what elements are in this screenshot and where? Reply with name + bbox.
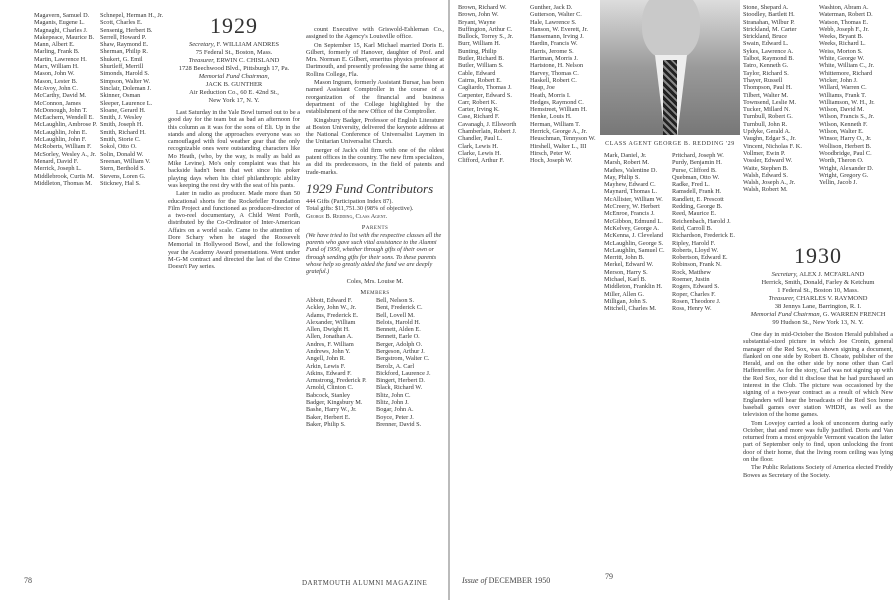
name-entry: Makepeace, Maurice B.	[34, 33, 95, 41]
name-entry: Weeks, Richard L.	[819, 40, 866, 48]
name-entry: Herman, William T.	[530, 120, 581, 128]
name-entry: Stevens, Loren G.	[100, 172, 146, 180]
address: New York 17, N. Y.	[208, 97, 260, 104]
photo-caption: CLASS AGENT GEORGE B. REDDING '29	[605, 141, 735, 147]
name-entry: Arkin, Lewis F.	[306, 362, 346, 370]
name-entry: Smith, Storie C.	[100, 136, 141, 144]
name-entry: Hansemann, Irving J.	[530, 33, 584, 41]
name-entry: Baker, Herbert E.	[306, 413, 351, 421]
name-column	[819, 4, 893, 240]
name-entry: Scott, Charles E.	[100, 19, 143, 27]
name-entry: Bickford, Laurence J.	[376, 369, 431, 377]
name-entry: Babcock, Stanley	[306, 391, 351, 399]
name-entry: Rock, Matthew	[672, 268, 711, 276]
paragraph: Last Saturday in the Yale Bowl turned out to be a good day for the team but as bad an afternoon for this column as it was for the sons of Eli. Up in the stands and along the approaches everyone was so camouflaged with foul weather gear that the only recognizable ones were outstanding characters like Mo Heath, (who, by the way, is really as bald as Mike Levine). Mo's only complaint was that his backside hadn't been that wet since his poker playing days when his chief philanthropic ability was keeping the rest dry with the seat of his pants.	[168, 109, 300, 189]
page-number-right: 79	[605, 572, 613, 581]
name-entry: Cagliardo, Thomas J.	[458, 84, 512, 92]
name-entry: Purse, Clifford B.	[672, 166, 717, 174]
name-entry: Vollmer, Ewin P.	[743, 149, 786, 157]
name-entry: Mann, Albert E.	[34, 41, 75, 49]
name-entry: Bergeson, Arthur J.	[376, 347, 425, 355]
name-entry: Martin, Lawrence H.	[34, 55, 87, 63]
firm: Herrick, Smith, Donald, Farley & Ketchum	[761, 279, 875, 286]
paragraph: Kingsbury Badger, Professor of English Literature at Boston University, delivered the keynote address at the National Conference of Universalist Laymen in the Unitarian Universalist Church.	[306, 116, 444, 146]
page-gutter	[448, 0, 450, 600]
name-entry: Bogar, John A.	[376, 406, 414, 414]
page-number-left: 78	[24, 576, 32, 585]
name-entry: Andrews, John Y.	[306, 347, 351, 355]
name-entry: Heap, Joe	[530, 84, 555, 92]
name-entry: Weeks, Bryant B.	[819, 33, 864, 41]
name-entry: Bent, Frederick C.	[376, 304, 423, 312]
name-entry: Angell, John R.	[306, 355, 346, 363]
name-entry: Robinson, Frank N.	[672, 261, 722, 269]
name-entry: Hartstone, H. Nelson	[530, 62, 584, 70]
name-entry: Wilson, Francis S., Jr.	[819, 113, 875, 121]
name-entry: McLaughlin, John F.	[34, 136, 87, 144]
name-entry: McGibbon, Edmund L.	[604, 217, 663, 225]
name-entry: Mason, John W.	[34, 70, 75, 78]
name-entry: Vincent, Nicholas F. K.	[743, 142, 802, 150]
fund-total: Total gifts: $11,751.30 (98% of objective).	[306, 205, 414, 213]
name-entry: Mitchell, Charles M.	[604, 305, 657, 313]
name-entry: Reed, Maurice E.	[672, 210, 717, 218]
name-entry: Bunting, Philip	[458, 47, 497, 55]
label: Treasurer,	[768, 295, 795, 302]
name-entry: Allen, Jonathan A.	[306, 333, 353, 341]
secretary-name: F. WILLIAM ANDRES	[216, 41, 279, 48]
paragraph: The Public Relations Society of America elected Freddy Bowes as Secretary of the Society.	[743, 464, 893, 479]
address: 38 Jennys Lane, Barrington, R. I.	[774, 303, 862, 310]
name-entry: Stoodley, Bartlett H.	[743, 11, 795, 19]
name-entry: Cavanagh, J. Ellsworth	[458, 120, 517, 128]
name-entry: Brown, John W.	[458, 11, 499, 19]
name-entry: Bashe, Harry W., Jr.	[306, 406, 357, 414]
name-entry: Mayhew, Edward C.	[604, 181, 656, 189]
name-entry: Williams, Frank T.	[819, 91, 867, 99]
name-entry: Swain, Edward L.	[743, 40, 789, 48]
parents-note: (We have tried to list with the respective classes all the parents who gave such vital assistance to the Alumni Fund of 1950, whether through gifts of their own or through sending gifts for their sons. To these parents whose help so greatly aided the fund we are deeply grateful.)	[306, 231, 442, 276]
name-column	[458, 4, 528, 559]
name-entry: Abbott, Edward F.	[306, 296, 353, 304]
column-4	[306, 26, 444, 566]
name-entry: Hirsch, Peter W.	[530, 149, 572, 157]
name-entry: Turnbull, Robert G.	[743, 113, 793, 121]
name-entry: Sokol, Otto O.	[100, 143, 137, 151]
name-entry: Baker, Philip S.	[306, 420, 346, 428]
name-entry: Schnepel, Herman H., Jr.	[100, 12, 164, 19]
label: Secretary,	[189, 41, 215, 48]
name-entry: Woodbridge, Paul C.	[819, 149, 872, 157]
name-entry: McAvoy, John C.	[34, 84, 78, 92]
name-column	[34, 12, 98, 552]
class-year-heading: 1929	[210, 14, 258, 38]
name-entry: May, Philip S.	[604, 173, 640, 181]
name-entry: Ripley, Harold F.	[672, 239, 716, 247]
name-entry: Strickland, Bruce	[743, 33, 788, 41]
name-entry: Adams, Frederick E.	[306, 311, 359, 319]
name-entry: White, George W.	[819, 55, 865, 63]
label: Memorial Fund Chairman,	[750, 311, 822, 318]
name-entry: Vaughn, Edgar S., Jr.	[743, 135, 796, 143]
name-entry: Pritchard, Joseph W.	[672, 152, 724, 159]
name-entry: Herrick, George A., Jr.	[530, 128, 588, 136]
name-entry: Worth, Theron O.	[819, 157, 864, 165]
name-entry: Reid, Carroll B.	[672, 224, 713, 232]
name-entry: Weiss, Morton S.	[819, 47, 863, 55]
name-entry: Roberts, Lloyd W.	[672, 246, 719, 254]
photo-tie	[663, 60, 677, 135]
name-column	[530, 4, 598, 559]
name-entry: Menard, David F.	[34, 157, 79, 165]
name-entry: Shukert, G. Emil	[100, 55, 143, 63]
name-entry: Cairns, Robert E.	[458, 76, 502, 84]
name-entry: Ramsdell, Frank H.	[672, 188, 722, 196]
name-entry: Stickney, Hal S.	[100, 179, 141, 187]
name-entry: Updyke, Gerald A.	[743, 128, 791, 136]
name-entry: Radke, Fred L.	[672, 181, 710, 189]
name-entry: Ackley, John W., Jr.	[306, 304, 357, 312]
name-entry: Alexander, William	[306, 318, 356, 326]
name-entry: Walsh, Joseph A., Jr.	[743, 179, 796, 187]
fund-gifts: 444 Gifts (Participation Index 87).	[306, 197, 393, 205]
name-entry: Miller, Allen G.	[604, 290, 644, 298]
members-column	[376, 297, 444, 428]
name-entry: Quebman, Otto W.	[672, 173, 720, 181]
address: 1 Federal St., Boston 10, Mass.	[777, 287, 859, 294]
name-entry: Michael, Karl B.	[604, 276, 647, 284]
name-entry: Bingert, Herbert D.	[376, 377, 425, 385]
name-entry: Merrick, Joseph L.	[34, 165, 82, 173]
name-entry: Gunther, Jack D.	[530, 4, 573, 11]
name-entry: Cable, Edward	[458, 69, 496, 77]
running-title-prefix: Issue of	[462, 576, 487, 585]
name-column	[100, 12, 164, 552]
paragraph: One day in mid-October the Boston Herald published a substantial-sized picture in which Joe Cronin, general manager of the Red Sox, was shown signing a document, flanked on one side by Robert B. Choate, publisher of the Herald, and on the other side by none other than Carl Haffenreffer. As for the story, Carl was not signing up with the Red Sox, nor did it disclose that he had purchased an interest in the Club. The picture was occasioned by the signing of a two-year contract as a result of which New Englanders will hear the broadcasts of the Red Sox home baseball games over station WHDH, as well as the television of the home games.	[743, 331, 893, 419]
name-entry: Clarke, Lewis H.	[458, 149, 502, 157]
name-columns-right	[743, 4, 893, 240]
name-entry: Simonds, Harold S.	[100, 70, 150, 78]
name-entry: Rogers, Edward S.	[672, 283, 720, 291]
name-entry: Sloane, Gerard H.	[100, 106, 146, 114]
name-entry: Ross, Henry W.	[672, 305, 712, 313]
name-entry: Middleton, Franklin H.	[604, 283, 663, 291]
name-entry: McSorley, Wesley A., Jr.	[34, 150, 97, 158]
name-entry: Blitz, John J.	[376, 399, 409, 407]
class-agent-photo	[600, 0, 740, 135]
name-entry: Williamson, W. H., Jr.	[819, 98, 875, 106]
name-entry: Waterman, Robert D.	[819, 11, 873, 19]
name-entry: Robertson, Edward E.	[672, 254, 728, 262]
name-entry: Gutterson, Walter C.	[530, 11, 582, 19]
name-entry: McDonough, John T.	[34, 106, 88, 114]
name-entry: Marsh, Robert M.	[604, 159, 650, 167]
name-entry: Yellin, Jacob J.	[819, 179, 858, 187]
name-entry: Brenner, David S.	[376, 420, 422, 428]
name-entry: Bell, Lovell M.	[376, 311, 415, 319]
name-entry: Thayer, Russell	[743, 76, 783, 84]
name-entry: Clark, Lewis H.	[458, 142, 499, 150]
name-entry: Roemer, Justin	[672, 276, 710, 284]
parents-heading: Parents	[361, 223, 389, 231]
name-entry: Skinner, Osman	[100, 92, 141, 100]
name-entry: Merson, Harry S.	[604, 268, 648, 276]
name-entry: Arnold, Clinton C.	[306, 384, 354, 392]
name-entry: Boyce, Peter J.	[376, 413, 414, 421]
name-entry: Bullock, Torrey S., Jr.	[458, 33, 514, 41]
name-column	[672, 152, 740, 562]
name-entry: Washton, Abram A.	[819, 4, 869, 11]
name-entry: Bell, Nelson S.	[376, 296, 415, 304]
name-entry: White, William C., Jr.	[819, 62, 875, 70]
fund-chair-name: JACK B. GUNTHER	[205, 81, 263, 88]
name-entry: Burr, William H.	[458, 40, 501, 48]
fund-chair-name: G. WARREN FRENCH	[822, 311, 886, 318]
name-entry: Serrell, Howard P.	[100, 33, 147, 41]
name-entry: Talbot, Raymond B.	[743, 55, 794, 63]
name-entry: McConnon, James	[34, 99, 81, 107]
name-entry: Tatro, Kenneth G.	[743, 62, 789, 70]
name-entry: McCreery, W. Herbert	[604, 203, 660, 211]
label: Treasurer,	[188, 57, 215, 64]
name-entry: Townsend, Leslie M.	[743, 98, 797, 106]
name-entry: Smith, J. Wesley	[100, 114, 143, 122]
name-entry: Wilson, Kenneth F.	[819, 120, 868, 128]
name-entry: McKenna, J. Cleveland	[604, 232, 664, 240]
fund-contributors-heading: 1929 Fund Contributors	[306, 180, 434, 196]
name-entry: Willard, Warren C.	[819, 84, 867, 92]
name-entry: Brown, Richard W.	[458, 4, 507, 11]
name-entry: Hartman, Morris J.	[530, 55, 578, 63]
name-entry: Vossler, Edward W.	[743, 157, 793, 165]
name-entry: Chandler, Paul L.	[458, 135, 503, 143]
name-entry: Redding, George B.	[672, 203, 723, 211]
name-entry: Maganis, Eugene L.	[34, 19, 85, 27]
name-entry: Sykes, Lawrence A.	[743, 47, 794, 55]
name-entry: Andres, F. William	[306, 340, 354, 348]
class-1929-column	[168, 14, 300, 559]
name-entry: Wollison, Herbert B.	[819, 142, 872, 150]
name-entry: Wilson, Walter E.	[819, 128, 864, 136]
treasurer-name: CHARLES V. RAYMOND	[796, 295, 868, 302]
members-column	[306, 297, 374, 428]
name-entry: Belois, Harold H.	[376, 318, 421, 326]
name-entry: Bennett, Earle O.	[376, 333, 420, 341]
name-entry: Thompson, Paul H.	[743, 84, 792, 92]
name-entry: Blitz, John C.	[376, 391, 411, 399]
address: Air Reduction Co., 60 E. 42nd St.,	[189, 89, 279, 96]
name-entry: Richardson, Frederick E.	[672, 232, 735, 240]
name-entry: Harris, Jerome S.	[530, 47, 574, 55]
paragraph: On September 15, Karl Michael married Doris E. Gilbert, formerly of Hanover, daughter of Prof. and Mrs. Norman E. Gilbert, emeritus physics professor at Dartmouth, and presently professing the same thing at Rollins College, Fla.	[306, 41, 444, 78]
name-entry: McEachern, Wendell E.	[34, 114, 94, 122]
paragraph: count Executive with Griswold-Eshleman Co., assigned to the Agency's Louisville office.	[306, 26, 444, 41]
name-entry: Randlett, E. Prescott	[672, 195, 724, 203]
name-entry: McRoberts, William F.	[34, 143, 92, 151]
name-entry: McKelvey, George A.	[604, 224, 660, 232]
name-entry: Mason, Lester B.	[34, 77, 78, 85]
name-entry: Hoch, Joseph W.	[530, 157, 573, 165]
name-entry: Watson, Thomas E.	[819, 18, 869, 26]
address: 75 Federal St., Boston, Mass.	[195, 49, 273, 56]
treasurer-name: ERWIN C. CHISLAND	[216, 57, 280, 64]
name-entry: Case, Richard F.	[458, 113, 500, 121]
name-entry: Merkel, Edward W.	[604, 261, 654, 269]
name-entry: Wright, Alexander D.	[819, 164, 874, 172]
name-entry: Harvey, Thomas C.	[530, 69, 579, 77]
class-year-heading: 1930	[794, 244, 842, 268]
name-entry: Simpson, Walter W.	[100, 77, 151, 85]
name-entry: Reichenbach, Harold J.	[672, 217, 731, 225]
paragraph: Mason Ingram, formerly Assistant Bursar, has been named Assistant Comptroller in the course of a reorganization of the financial and business department of the College highlighted by the establishment of the new Office of the Comptroller.	[306, 79, 444, 116]
class-agent: George B. Redding, Class Agent.	[306, 212, 388, 220]
parent-name: Coles, Mrs. Louise M.	[346, 277, 404, 285]
name-entry: Smith, Joseph H.	[100, 121, 144, 129]
name-entry: Smith, Richard H.	[100, 128, 146, 136]
name-entry: Henke, Louis H.	[530, 113, 572, 121]
paragraph: merger of Jack's old firm with one of the oldest patent offices in the country. The new firm specializes, as did its predecessors, in the field of patents and trade-marks.	[306, 146, 444, 176]
name-entry: Allen, Dwight H.	[306, 326, 350, 334]
name-entry: McLaughlin, George S.	[604, 239, 664, 247]
name-entry: McAllister, William W.	[604, 195, 663, 203]
name-entry: Hanson, W. Everett, Jr.	[530, 25, 588, 33]
label: Secretary,	[771, 271, 798, 278]
name-entry: Middlebrook, Curtis M.	[34, 172, 95, 180]
name-entry: Sensenig, Herbert B.	[100, 26, 153, 34]
name-entry: Hemstreet, William H.	[530, 106, 587, 114]
name-entry: Roper, Charles F.	[672, 290, 716, 298]
name-entry: Shaw, Raymond E.	[100, 41, 149, 49]
name-entry: Butler, Richard B.	[458, 55, 504, 63]
name-entry: Sinclair, Doleman J.	[100, 84, 152, 92]
name-entry: Armstrong, Frederick P.	[306, 377, 367, 385]
name-entry: Waite, Stephen B.	[743, 164, 789, 172]
name-entry: Carter, Irving K.	[458, 106, 500, 114]
name-entry: Carr, Robert K.	[458, 98, 497, 106]
name-entry: McCarthy, David M.	[34, 92, 87, 100]
name-entry: Wicker, John J.	[819, 76, 858, 84]
members-heading: Members	[360, 288, 390, 296]
name-entry: Walsh, Edward S.	[743, 171, 788, 179]
name-entry: Hirshell, Walter L., III	[530, 142, 587, 150]
name-entry: Mark, Daniel, Jr.	[604, 152, 647, 159]
running-title-date: DECEMBER 1950	[488, 576, 551, 585]
label: Memorial Fund Chairman,	[198, 73, 270, 80]
name-column	[743, 4, 817, 240]
name-entry: Atkins, Edward F.	[306, 369, 352, 377]
name-entry: Hedges, Raymond C.	[530, 98, 584, 106]
name-entry: Stranahan, Wilbur P.	[743, 18, 795, 26]
name-entry: Walsh, Robert M.	[743, 186, 788, 194]
name-entry: Tilbert, Walter M.	[743, 91, 789, 99]
name-entry: McLaughlin, Samuel C.	[604, 246, 665, 254]
name-entry: Taylor, Richard S.	[743, 69, 789, 77]
name-entry: Bryant, Wayne	[458, 18, 496, 26]
name-entry: Berolz, A. Carl	[376, 362, 415, 370]
name-entry: Hale, Lawrence S.	[530, 18, 577, 26]
name-entry: Buffington, Arthur C.	[458, 25, 513, 33]
name-entry: Whittemore, Richard	[819, 69, 873, 77]
name-entry: Sherman, Philip R.	[100, 48, 148, 56]
name-entry: Wright, Gregory G.	[819, 171, 869, 179]
name-entry: Bergstrom, Walter C.	[376, 355, 430, 363]
name-entry: Middleton, Thomas M.	[34, 179, 93, 187]
name-entry: Magavern, Samuel D.	[34, 12, 90, 19]
name-entry: Webb, Joseph F., Jr.	[819, 25, 869, 33]
name-entry: Magnaghi, Charles J.	[34, 26, 88, 34]
photo-head	[642, 0, 700, 60]
name-entry: Purdy, Benjamin H.	[672, 159, 722, 167]
name-column	[604, 152, 670, 562]
name-entry: Heuschman, Tennyson W.	[530, 135, 596, 143]
name-entry: Milligan, John S.	[604, 297, 648, 305]
name-entry: Maynard, Thomas L.	[604, 188, 658, 196]
name-entry: Bennett, Alden E.	[376, 326, 421, 334]
name-entry: Wilson, David M.	[819, 106, 865, 114]
paragraph: Later in radio as producer. Made more than 50 educational shorts for the Rockefeller Foundation Film Project and functioned as producer-director of a two-reel documentary, A Child Went Forth, distributed by the Co-Ordinator of Inter-American Affairs on a world scale. Came to the attention of Dore Schary when he staged the Roosevelt Memorial in Hollywood Bowl, and the following year the Academy Award presentations. Went under M-G-M contract and directed the last of the Crime Doesn't Pay series.	[168, 190, 300, 271]
name-entry: Marling, Frank B.	[34, 48, 80, 56]
name-entry: Hardin, Francis W.	[530, 40, 578, 48]
address: 1728 Beechwood Blvd., Pittsburgh 17, Pa.	[178, 65, 290, 72]
name-entry: Mathes, Valentine D.	[604, 166, 658, 174]
running-title-right	[462, 576, 550, 586]
name-entry: Rosen, Theodore J.	[672, 297, 721, 305]
name-entry: Tucker, Millard N.	[743, 106, 791, 114]
name-entry: Merritt, John B.	[604, 254, 645, 262]
name-entry: Solin, Donald W.	[100, 150, 144, 158]
name-entry: Carpenter, Edward S.	[458, 91, 512, 99]
name-entry: McLaughlin, Ambrose P.	[34, 121, 97, 129]
paragraph: Tom Lovejoy carried a look of unconcern during early October, that and more was fully justified. Doris and Van returned from a most enjoyable Vermont vacation the latter part of September only to find, upon unlocking the front door of their home, that the living room ceiling was lying on the floor.	[743, 419, 893, 464]
running-title-left: DARTMOUTH ALUMNI MAGAZINE	[302, 579, 428, 587]
name-entry: Marx, William H.	[34, 63, 79, 71]
name-entry: Heath, Morris I.	[530, 91, 571, 99]
name-entry: Strickland, M. Carter	[743, 25, 797, 33]
name-entry: Stone, Shepard A.	[743, 4, 789, 11]
name-entry: Sleeper, Laurence L.	[100, 99, 153, 107]
name-entry: Haskell, Robert C.	[530, 76, 577, 84]
name-entry: Berger, Adolph O.	[376, 340, 423, 348]
address: 99 Hudson St., New York 13, N. Y.	[772, 319, 864, 326]
name-entry: Shurtleff, Merrill	[100, 63, 144, 71]
name-entry: Sreenan, William V.	[100, 157, 151, 165]
name-entry: Clifford, Arthur F.	[458, 157, 504, 165]
secretary-name: ALEX J. MCFARLAND	[799, 271, 865, 278]
name-entry: Winsor, Harry O., Jr.	[819, 135, 872, 143]
name-entry: McEnroe, Francis J.	[604, 210, 655, 218]
name-entry: Chamberlain, Robert J.	[458, 128, 517, 136]
name-entry: Badger, Kingsbury M.	[306, 399, 363, 407]
name-entry: Turnbull, John R.	[743, 120, 788, 128]
class-1930-column	[743, 244, 893, 596]
name-entry: Butler, William S.	[458, 62, 504, 70]
name-entry: Black, Richard W.	[376, 384, 423, 392]
name-entry: McLaughlin, John E.	[34, 128, 88, 136]
name-entry: Stern, Berthold S.	[100, 165, 146, 173]
